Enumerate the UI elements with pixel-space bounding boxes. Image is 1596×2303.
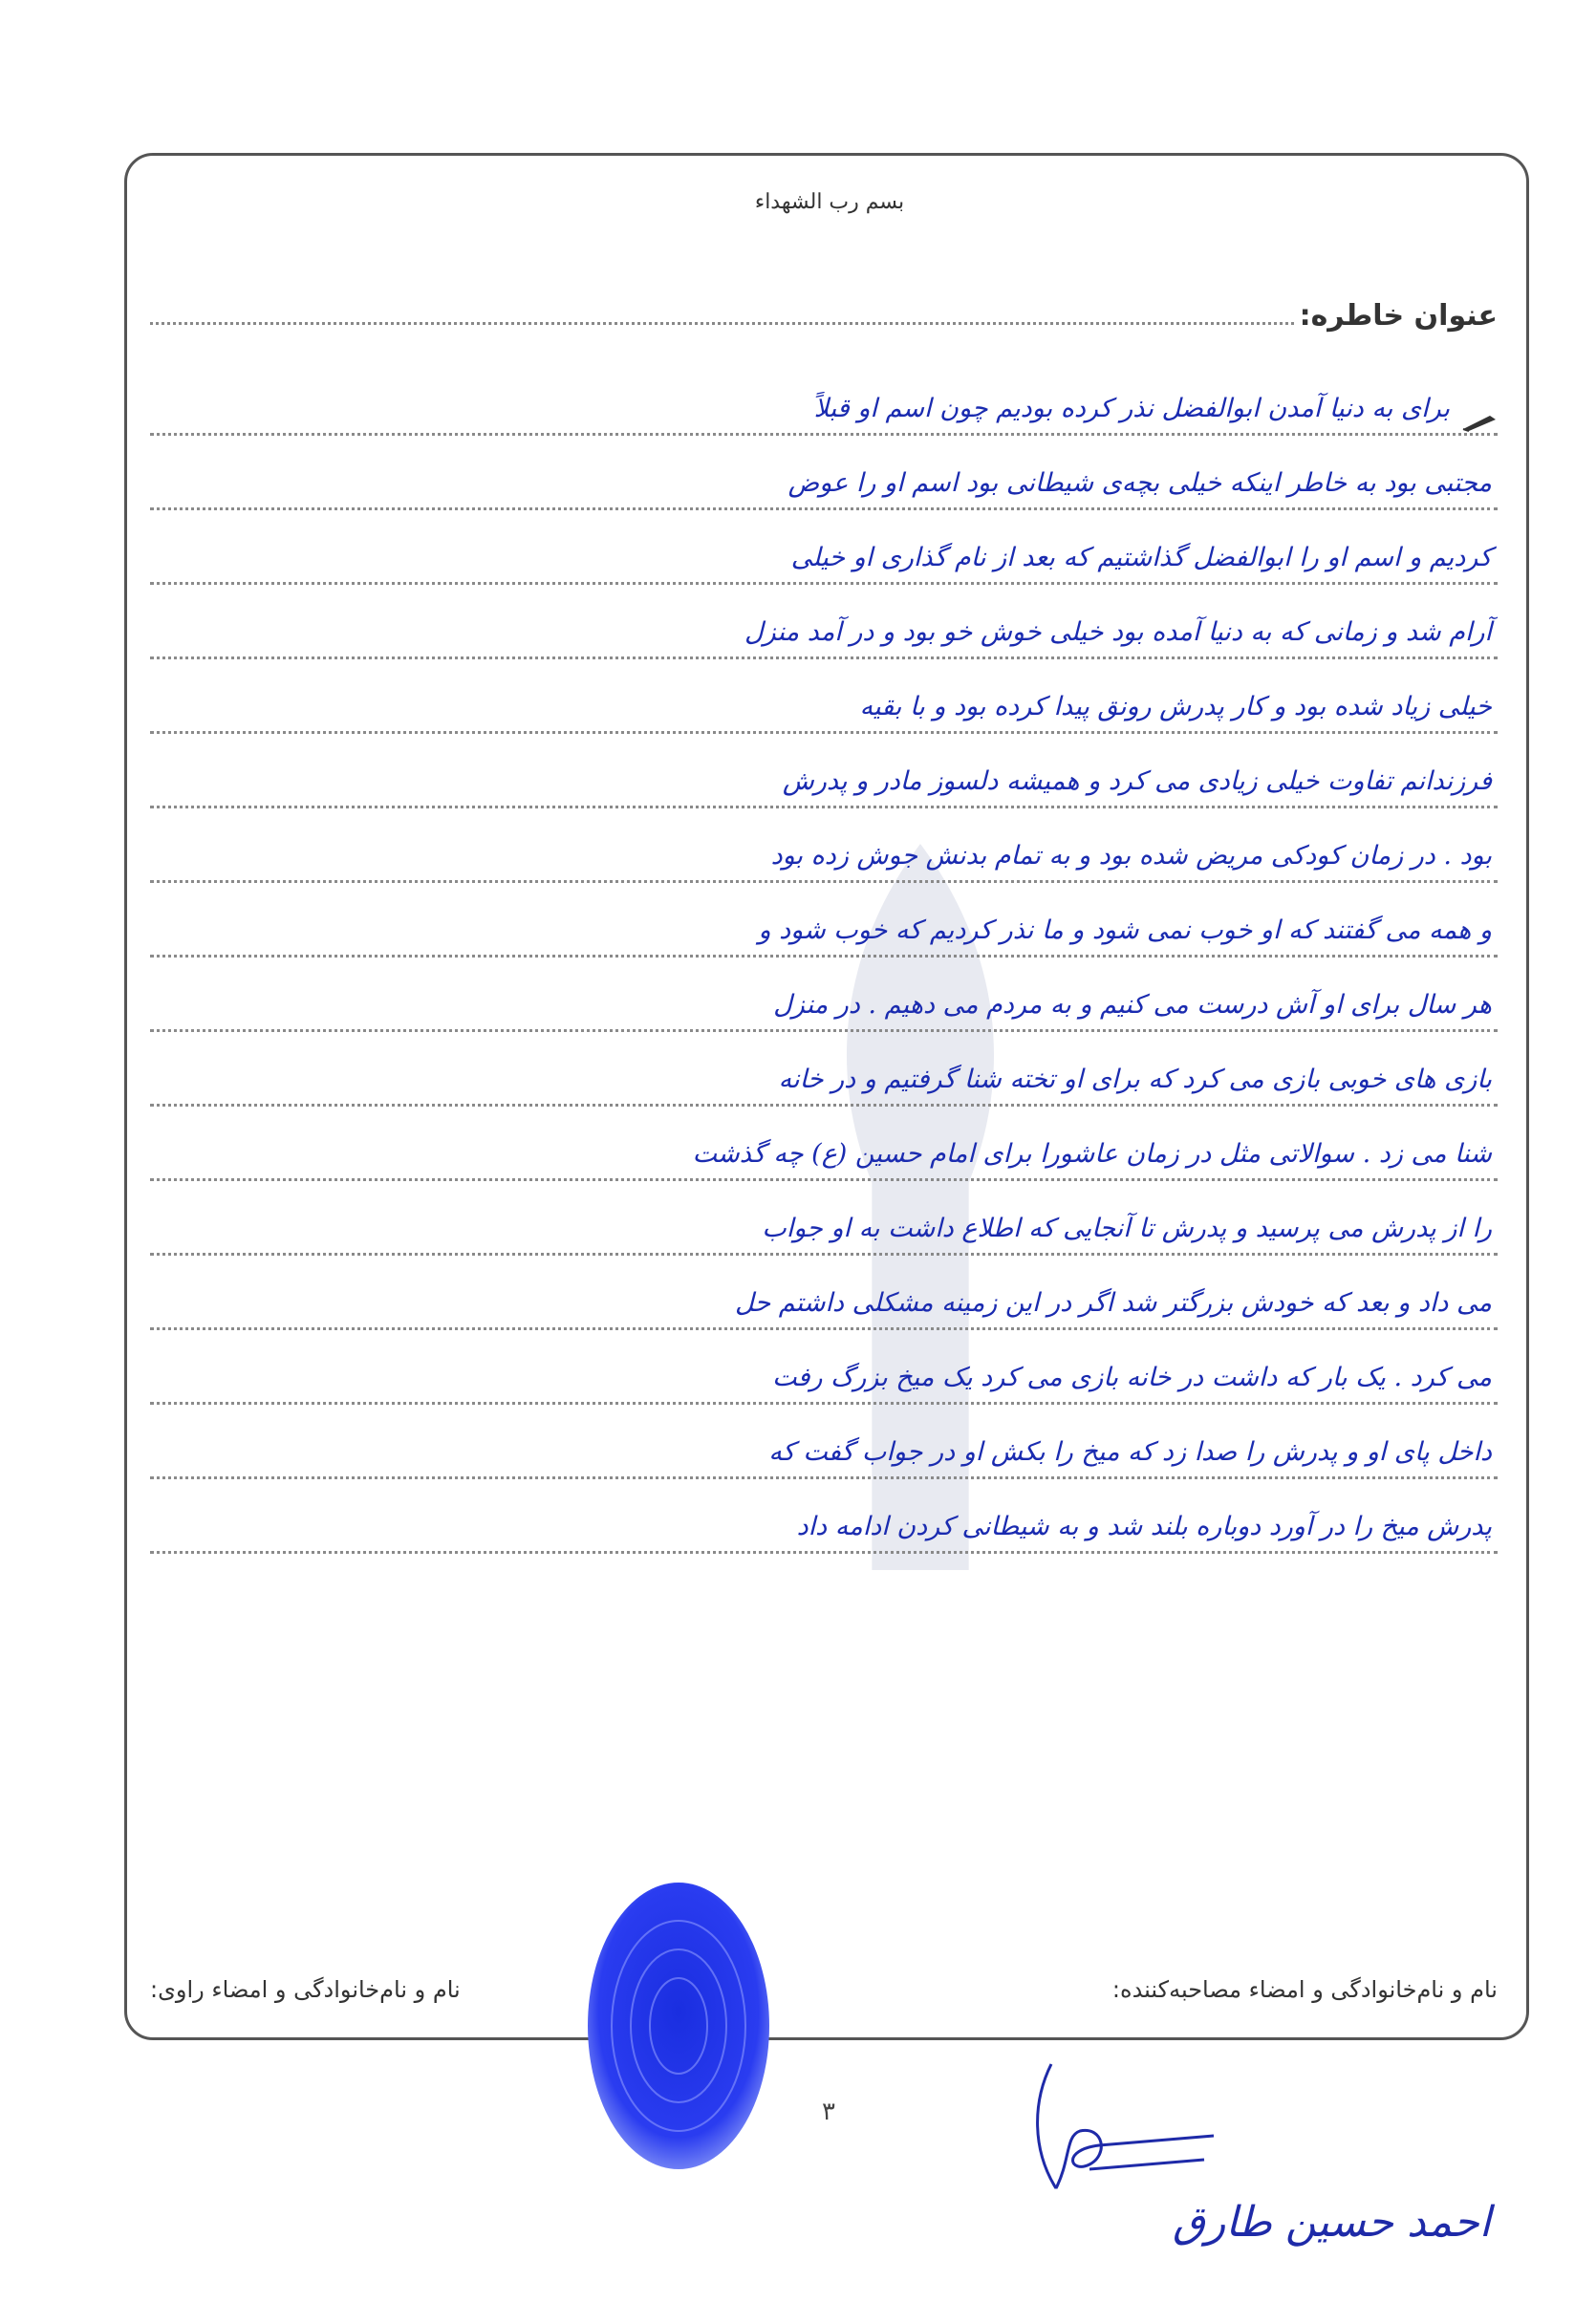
title-dotted-line xyxy=(150,321,1294,325)
memoir-line-text: را از پدرش می پرسید و پدرش تا آنجایی که اطلاع داشت به او جواب xyxy=(762,1213,1492,1243)
memoir-line xyxy=(150,659,1498,734)
title-label: عنوان خاطره: xyxy=(1299,299,1498,333)
memoir-line xyxy=(150,1405,1498,1479)
memoir-form xyxy=(124,153,1529,2040)
memoir-line xyxy=(150,585,1498,659)
memoir-line xyxy=(150,1107,1498,1181)
handwritten-signature xyxy=(1013,2045,1233,2198)
memoir-line-text: می کرد . یک بار که داشت در خانه بازی می کرد یک میخ بزرگ رفت xyxy=(772,1362,1492,1392)
memoir-line-text: خیلی زیاد شده بود و کار پدرش رونق پیدا کرده بود و با بقیه xyxy=(859,691,1492,721)
memoir-lines xyxy=(150,361,1498,1554)
memoir-line xyxy=(150,734,1498,808)
memoir-line-text: می داد و بعد که خودش بزرگتر شد اگر در این زمینه مشکلی داشتم حل xyxy=(735,1287,1492,1318)
memoir-line xyxy=(150,808,1498,883)
handwritten-name: احمد حسین طارق xyxy=(1173,2198,1491,2247)
memoir-line-text: بود . در زمان کودکی مریض شده بود و به تمام بدنش جوش زده بود xyxy=(770,840,1492,871)
memoir-line-text: شنا می زد . سوالاتی مثل در زمان عاشورا برای امام حسین (ع) چه گذشت xyxy=(692,1138,1492,1169)
pen-icon xyxy=(1461,410,1498,433)
memoir-line xyxy=(150,361,1498,436)
memoir-line-text: داخل پای او و پدرش را صدا زد که میخ را بکش او در جواب گفت که xyxy=(768,1436,1492,1467)
memoir-line-text: مجتبی بود به خاطر اینکه خیلی بچه‌ی شیطانی بود اسم او را عوض xyxy=(787,467,1492,498)
memoir-line-text: فرزندانم تفاوت خیلی زیادی می کرد و همیشه دلسوز مادر و پدرش xyxy=(782,765,1492,796)
interviewer-signature-label: نام و نام‌خانوادگی و امضاء مصاحبه‌کننده: xyxy=(1111,1976,1498,2003)
page-number: ۳ xyxy=(822,2098,835,2126)
memoir-line xyxy=(150,1479,1498,1554)
memoir-line xyxy=(150,1330,1498,1405)
basmala-header: بسم رب الشهداء xyxy=(754,190,905,214)
memoir-line-text: و همه می گفتند که او خوب نمی شود و ما نذر کردیم که خوب شود و xyxy=(758,915,1492,945)
memoir-line xyxy=(150,436,1498,510)
memoir-line xyxy=(150,1181,1498,1256)
memoir-line xyxy=(150,883,1498,958)
memoir-line-text: بازی های خوبی بازی می کرد که برای او تخته شنا گرفتیم و در خانه xyxy=(778,1064,1492,1094)
memoir-line xyxy=(150,1256,1498,1330)
title-field xyxy=(150,299,1498,333)
signature-row xyxy=(150,1976,1498,2003)
memoir-line-text: کردیم و اسم او را ابوالفضل گذاشتیم که بعد از نام گذاری او خیلی xyxy=(790,542,1492,572)
memoir-line-text: برای به دنیا آمدن ابوالفضل نذر کرده بودیم چون اسم او قبلاً xyxy=(813,393,1450,423)
memoir-line xyxy=(150,1032,1498,1107)
memoir-line-text: هر سال برای او آش درست می کنیم و به مردم می دهیم . در منزل xyxy=(773,989,1492,1020)
memoir-line-text: آرام شد و زمانی که به دنیا آمده بود خیلی خوش خو بود و در آمد منزل xyxy=(744,616,1492,647)
narrator-signature-label: نام و نام‌خانوادگی و امضاء راوی: xyxy=(150,1976,461,2003)
memoir-line xyxy=(150,510,1498,585)
fingerprint-stamp xyxy=(573,1883,784,2188)
memoir-line-text: پدرش میخ را در آورد دوباره بلند شد و به شیطانی کردن ادامه داد xyxy=(796,1511,1492,1541)
memoir-line xyxy=(150,958,1498,1032)
